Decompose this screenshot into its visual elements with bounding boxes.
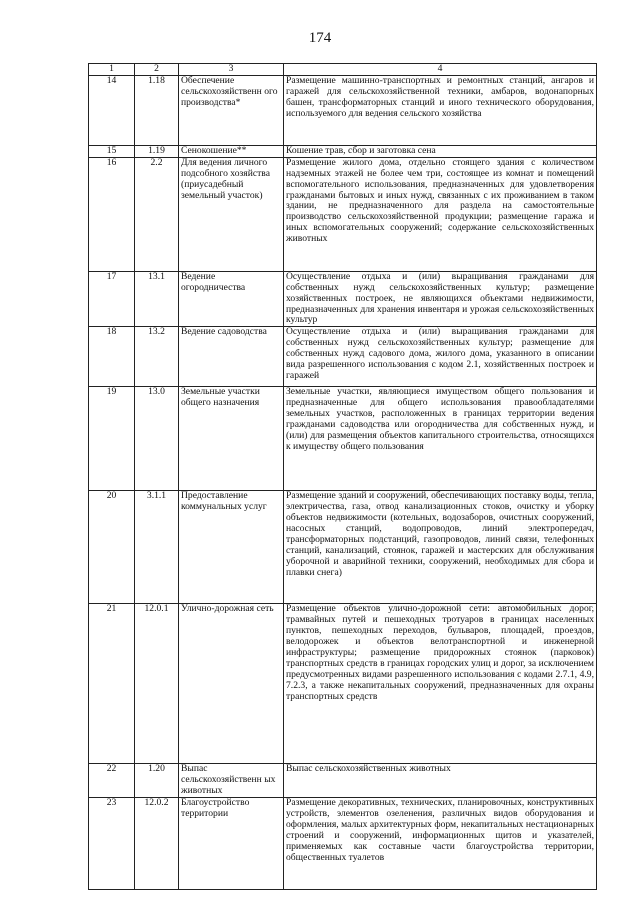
row-number-cell: 23 xyxy=(89,798,135,890)
table-row xyxy=(89,604,597,764)
row-name-cell: Ведение огородничества xyxy=(179,271,284,327)
row-code-cell: 12.0.1 xyxy=(135,604,179,764)
row-code-cell: 1.18 xyxy=(135,75,179,145)
header-cell: 3 xyxy=(179,64,284,76)
row-code-cell: 12.0.2 xyxy=(135,798,179,890)
table-row xyxy=(89,271,597,327)
row-description-cell: Кошение трав, сбор и заготовка сена xyxy=(284,145,597,157)
row-number-cell: 17 xyxy=(89,271,135,327)
row-code-cell: 1.20 xyxy=(135,764,179,798)
header-row xyxy=(89,64,597,76)
row-description-cell: Выпас сельскохозяйственных животных xyxy=(284,764,597,798)
header-cell: 2 xyxy=(135,64,179,76)
page-number: 174 xyxy=(308,30,332,46)
row-description-cell: Осуществление отдыха и (или) выращивания гражданами для собственных нужд сельскохозяйственных культур; размещение для собственных нужд садового дома, жилого дома, указанного в описании вида разрешенного использования с кодом 2.1, хозяйственных построек и гаражей xyxy=(284,327,597,387)
row-name-cell: Обеспечение сельскохозяйственн ого производства* xyxy=(179,75,284,145)
header-cell: 1 xyxy=(89,64,135,76)
row-name-cell: Благоустройство территории xyxy=(179,798,284,890)
row-number-cell: 19 xyxy=(89,387,135,491)
row-number-cell: 22 xyxy=(89,764,135,798)
row-name-cell: Земельные участки общего назначения xyxy=(179,387,284,491)
row-name-cell: Для ведения личного подсобного хозяйства (приусадебный земельный участок) xyxy=(179,157,284,271)
row-name-cell: Ведение садоводства xyxy=(179,327,284,387)
row-name-cell: Улично-дорожная сеть xyxy=(179,604,284,764)
row-name-cell: Выпас сельскохозяйственн ых животных xyxy=(179,764,284,798)
row-code-cell: 13.1 xyxy=(135,271,179,327)
row-code-cell: 13.2 xyxy=(135,327,179,387)
row-number-cell: 15 xyxy=(89,145,135,157)
row-code-cell: 2.2 xyxy=(135,157,179,271)
table-row xyxy=(89,145,597,157)
table-row xyxy=(89,491,597,604)
row-description-cell: Размещение объектов улично-дорожной сети: автомобильных дорог, трамвайных путей и пешеходных тротуаров в границах населенных пунктов, пешеходных переходов, бульваров, площадей, проездов, велодорожек и объектов велотранспортной и инженерной инфраструктуры; размещение придорожных стоянок (парковок) транспортных средств в границах городских улиц и дорог, за исключением предусмотренных видами разрешенного использования с кодами 2.7.1, 4.9, 7.2.3, а также некапитальных сооружений, предназначенных для охраны транспортных средств xyxy=(284,604,597,764)
row-number-cell: 20 xyxy=(89,491,135,604)
header-cell: 4 xyxy=(284,64,597,76)
row-name-cell: Сенокошение** xyxy=(179,145,284,157)
table-row xyxy=(89,157,597,271)
row-name-cell: Предоставление коммунальных услуг xyxy=(179,491,284,604)
row-description-cell: Земельные участки, являющиеся имуществом общего пользования и предназначенные для общего использования правообладателями земельных участков, расположенных в границах территории ведения гражданами садоводства или огородничества для собственных нужд, и (или) для размещения объектов капитального строительства, относящихся к имуществу общего пользования xyxy=(284,387,597,491)
row-description-cell: Осуществление отдыха и (или) выращивания гражданами для собственных нужд сельскохозяйственных культур; размещение хозяйственных построек, не являющихся объектами недвижимости, предназначенных для хранения инвентаря и урожая сельскохозяйственных культур xyxy=(284,271,597,327)
table-row xyxy=(89,387,597,491)
row-description-cell: Размещение машинно-транспортных и ремонтных станций, ангаров и гаражей для сельскохозяйственной техники, амбаров, водонапорных башен, трансформаторных станций и иного технического оборудования, используемого для ведения сельского хозяйства xyxy=(284,75,597,145)
row-code-cell: 13.0 xyxy=(135,387,179,491)
row-number-cell: 21 xyxy=(89,604,135,764)
row-number-cell: 18 xyxy=(89,327,135,387)
row-code-cell: 1.19 xyxy=(135,145,179,157)
row-code-cell: 3.1.1 xyxy=(135,491,179,604)
row-description-cell: Размещение зданий и сооружений, обеспечивающих поставку воды, тепла, электричества, газа, отвод канализационных стоков, очистку и уборку объектов недвижимости (котельных, водозаборов, очистных сооружений, насосных станций, водопроводов, линий электропередач, трансформаторных подстанций, газопроводов, линий связи, телефонных станций, канализаций, стоянок, гаражей и мастерских для обслуживания уборочной и аварийной техники, сооружений, необходимых для сбора и плавки снега) xyxy=(284,491,597,604)
table-row xyxy=(89,798,597,890)
table-row xyxy=(89,764,597,798)
row-number-cell: 16 xyxy=(89,157,135,271)
row-number-cell: 14 xyxy=(89,75,135,145)
table-row xyxy=(89,75,597,145)
row-description-cell: Размещение жилого дома, отдельно стоящего здания с количеством надземных этажей не более чем три, состоящее из комнат и помещений вспомогательного использования, предназначенных для удовлетворения гражданами бытовых и иных нужд, связанных с их проживанием в таком здании, не предназначенного для раздела на самостоятельные производство сельскохозяйственной продукции; размещение гаража и иных вспомогательных сооружений; содержание сельскохозяйственных животных xyxy=(284,157,597,271)
land-use-table xyxy=(88,63,597,890)
table-row xyxy=(89,327,597,387)
row-description-cell: Размещение декоративных, технических, планировочных, конструктивных устройств, элементов озеленения, различных видов оборудования и оформления, малых архитектурных форм, некапитальных нестационарных строений и сооружений, информационных щитов и указателей, применяемых как составные части благоустройства территории, общественных туалетов xyxy=(284,798,597,890)
